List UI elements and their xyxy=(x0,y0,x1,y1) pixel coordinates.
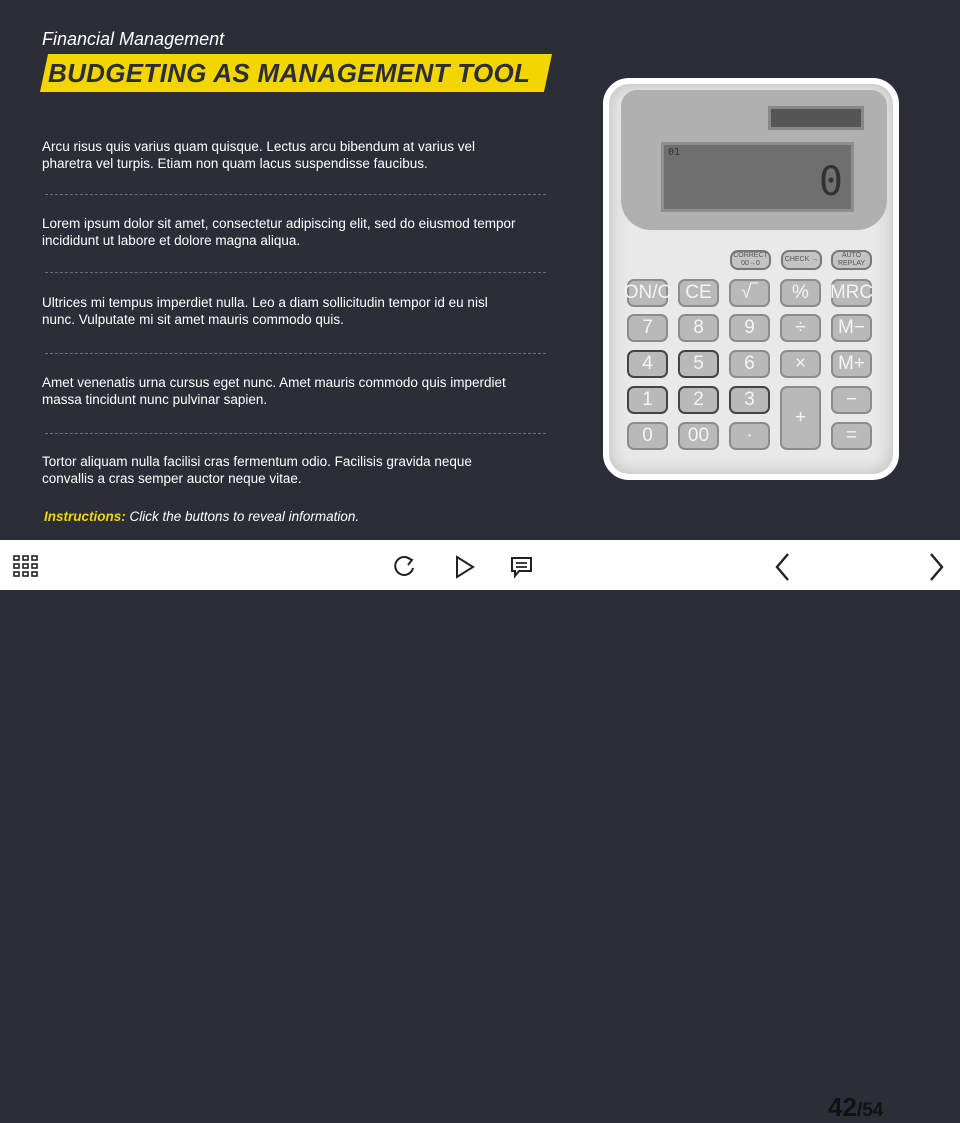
calc-key: − xyxy=(831,386,872,414)
info-paragraph-4[interactable]: Amet venenatis urna cursus eget nunc. Amet mauris commodo quis imperdiet massa tincidunt nunc pulvinar sapien. xyxy=(42,375,506,407)
divider xyxy=(45,194,546,195)
calc-key: % xyxy=(780,279,821,307)
calculator-image xyxy=(603,78,899,480)
calc-key: 1 xyxy=(627,386,668,414)
page-title: BUDGETING AS MANAGEMENT TOOL xyxy=(48,58,531,88)
calc-key: × xyxy=(780,350,821,378)
total-pages: /54 xyxy=(856,1100,884,1121)
calc-key: √‾ xyxy=(729,279,770,307)
calc-function-key: AUTO REPLAY xyxy=(831,250,872,270)
calc-key: 8 xyxy=(678,314,719,342)
display-value: 0 xyxy=(818,159,843,205)
replay-icon[interactable] xyxy=(393,554,417,580)
calc-key: 0 xyxy=(627,422,668,450)
calc-key: + xyxy=(780,386,821,450)
display-panel xyxy=(621,90,887,230)
calc-key: 7 xyxy=(627,314,668,342)
calc-key: 4 xyxy=(627,350,668,378)
info-paragraph-3[interactable]: Ultrices mi tempus imperdiet nulla. Leo a diam sollicitudin tempor id eu nisl nunc. Vulputate mi sit amet mauris commodo quis. xyxy=(42,295,488,327)
calc-key: · xyxy=(729,422,770,450)
calc-key: 9 xyxy=(729,314,770,342)
play-icon[interactable] xyxy=(454,555,476,579)
solar-panel xyxy=(768,106,864,130)
instructions-text: Click the buttons to reveal information. xyxy=(125,509,360,524)
instructions-label: Instructions: xyxy=(44,509,126,524)
calc-key: 6 xyxy=(729,350,770,378)
subtitle: Financial Management xyxy=(42,29,225,49)
calc-key: 3 xyxy=(729,386,770,414)
menu-grid-icon[interactable] xyxy=(13,555,38,577)
bottom-toolbar xyxy=(0,540,960,1122)
calc-function-key: CORRECT 00→0 xyxy=(730,250,771,270)
info-paragraph-1[interactable]: Arcu risus quis varius quam quisque. Lectus arcu bibendum at varius vel pharetra vel turpis. Etiam non quam lacus suspendisse faucibus. xyxy=(42,139,475,171)
calc-key: = xyxy=(831,422,872,450)
comment-icon[interactable] xyxy=(510,556,534,578)
calc-key: MRC xyxy=(831,279,872,307)
calc-key: ON/C xyxy=(627,279,668,307)
instructions xyxy=(44,509,359,524)
divider xyxy=(45,433,546,434)
calc-key: 5 xyxy=(678,350,719,378)
calc-key: CE xyxy=(678,279,719,307)
divider xyxy=(45,272,546,273)
info-paragraph-5[interactable]: Tortor aliquam nulla facilisi cras fermentum odio. Facilisis gravida neque convallis a cras semper auctor neque vitae. xyxy=(42,454,472,486)
current-page: 42 xyxy=(828,1092,857,1122)
info-paragraph-2[interactable]: Lorem ipsum dolor sit amet, consectetur adipiscing elit, sed do eiusmod tempor incididunt ut labore et dolore magna aliqua. xyxy=(42,216,516,248)
calc-key: M− xyxy=(831,314,872,342)
calc-function-key: CHECK → xyxy=(781,250,822,270)
previous-page-icon[interactable] xyxy=(773,552,791,582)
divider xyxy=(45,353,546,354)
memory-indicator: 01 xyxy=(668,147,681,158)
calc-key: 00 xyxy=(678,422,719,450)
lcd-display xyxy=(661,142,854,212)
page-counter xyxy=(828,1092,883,1123)
calc-key: 2 xyxy=(678,386,719,414)
calc-key: M+ xyxy=(831,350,872,378)
next-page-icon[interactable] xyxy=(928,552,946,582)
calc-key: ÷ xyxy=(780,314,821,342)
